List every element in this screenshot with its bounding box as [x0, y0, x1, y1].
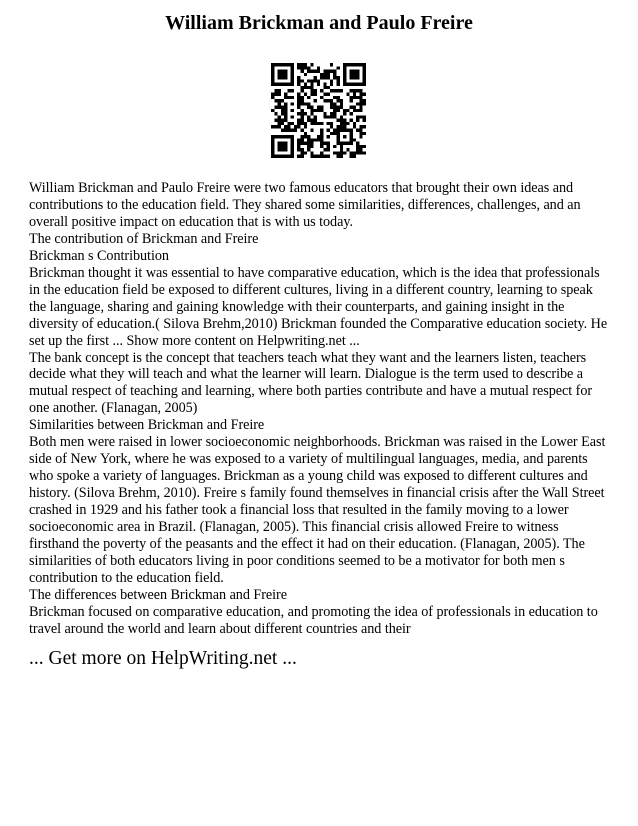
- section-heading-differences: The differences between Brickman and Freire: [29, 586, 287, 603]
- section-heading-contribution: The contribution of Brickman and Freire: [29, 230, 259, 247]
- intro-paragraph: William Brickman and Paulo Freire were two famous educators that brought their own ideas and contributions to the education field. They shared some similarities, differences, challenges, and an overall positive impact on education that is with us today.: [29, 180, 581, 230]
- brickman-paragraph: Brickman thought it was essential to have comparative education, which is the idea that professionals in the education field be exposed to different cultures, living in a different country, learning to speak the language, sharing and gaining knowledge with their counterparts, and gaining insight in the diversity of education.( Silova Brehm,2010) Brickman founded the Comparative education society. He set up the first ... Show more content on Helpwriting.net ...: [29, 264, 608, 349]
- subheading-brickman-contribution: Brickman s Contribution: [29, 247, 169, 264]
- get-more-link[interactable]: ... Get more on HelpWriting.net ...: [29, 648, 297, 669]
- qr-code-icon: [271, 63, 366, 158]
- bank-concept-paragraph: The bank concept is the concept that teachers teach what they want and the learners listen, teachers decide what they will teach and what the learner will learn. Dialogue is the term used to describe a mutual respect of teaching and learning, where both parties contribute and have a mutual respect for one another. (Flanagan, 2005): [29, 349, 593, 417]
- differences-paragraph: Brickman focused on comparative education, and promoting the idea of professionals in education to travel around the world and learn about different countries and their: [29, 603, 598, 637]
- article-body: [29, 180, 609, 638]
- similarities-paragraph: Both men were raised in lower socioeconomic neighborhoods. Brickman was raised in the Lower East side of New York, where he was exposed to a variety of multilingual languages, media, and parents who spoke a variety of languages. Brickman as a young child was exposed to different cultures and history. (Silova Brehm, 2010). Freire s family found themselves in financial crisis after the Wall Street crashed in 1929 and his father took a financial loss that resulted in the family moving to a lower socioeconomic area in Brazil. (Flanagan, 2005). This financial crisis allowed Freire to witness firsthand the poverty of the peasants and the effect it had on their education. (Flanagan, 2005). The similarities of both educators living in poor conditions seemed to be a motivator for both men s contribution to the education field.: [29, 434, 606, 586]
- section-heading-similarities: Similarities between Brickman and Freire: [29, 417, 265, 434]
- document-title: William Brickman and Paulo Freire: [165, 12, 473, 34]
